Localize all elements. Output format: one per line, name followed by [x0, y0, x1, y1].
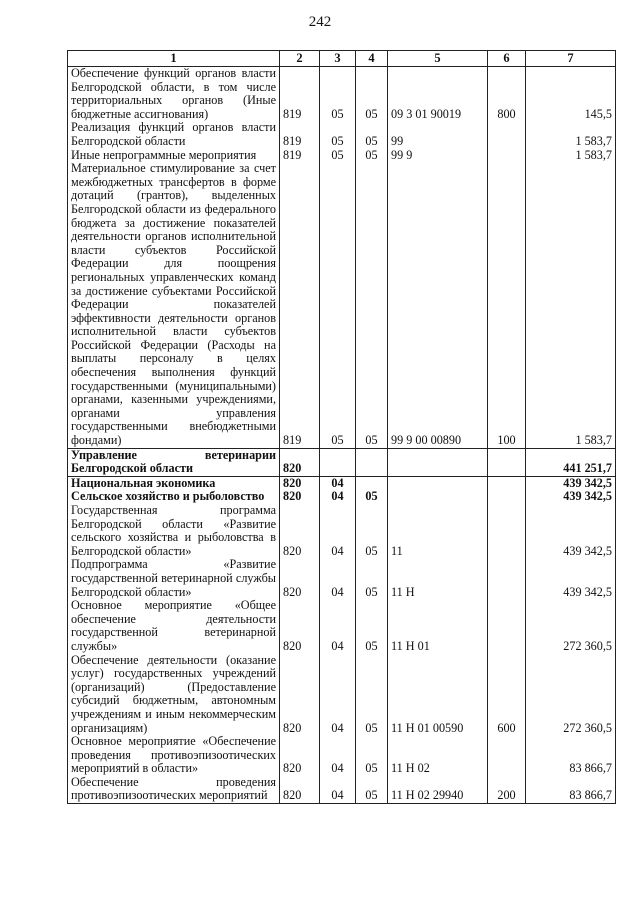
row-code: 820 — [280, 735, 320, 776]
column-header: 5 — [388, 51, 488, 67]
row-section: 04 — [320, 490, 356, 504]
row-section: 04 — [320, 599, 356, 653]
table-row — [68, 735, 616, 776]
row-subsection: 05 — [356, 162, 388, 448]
row-subsection — [356, 476, 388, 490]
table-row — [68, 121, 616, 148]
row-section: 04 — [320, 776, 356, 804]
row-subsection: 05 — [356, 504, 388, 558]
row-code: 820 — [280, 558, 320, 599]
row-section: 05 — [320, 121, 356, 148]
row-name: Государственная программа Белгородской области «Развитие сельского хозяйства и рыболовства в Белгородской области» — [68, 504, 280, 558]
table-body — [68, 67, 616, 804]
row-code: 819 — [280, 162, 320, 448]
row-target-code: 99 — [388, 121, 488, 148]
row-expense-type: 600 — [488, 654, 526, 736]
row-section: 04 — [320, 476, 356, 490]
row-code: 819 — [280, 121, 320, 148]
row-amount: 439 342,5 — [526, 558, 616, 599]
row-section: 05 — [320, 149, 356, 163]
row-amount: 1 583,7 — [526, 121, 616, 148]
table-row — [68, 67, 616, 122]
row-section: 04 — [320, 504, 356, 558]
row-section — [320, 448, 356, 476]
row-name: Национальная экономика — [68, 476, 280, 490]
row-expense-type — [488, 448, 526, 476]
row-code: 820 — [280, 776, 320, 804]
row-amount: 439 342,5 — [526, 476, 616, 490]
table-row — [68, 654, 616, 736]
row-subsection: 05 — [356, 67, 388, 122]
row-section: 04 — [320, 654, 356, 736]
row-subsection: 05 — [356, 599, 388, 653]
table-row — [68, 558, 616, 599]
row-name: Реализация функций органов власти Белгородской области — [68, 121, 280, 148]
row-subsection: 05 — [356, 490, 388, 504]
column-header: 3 — [320, 51, 356, 67]
row-amount: 439 342,5 — [526, 490, 616, 504]
row-target-code — [388, 448, 488, 476]
row-expense-type — [488, 149, 526, 163]
row-expense-type: 800 — [488, 67, 526, 122]
row-code: 819 — [280, 67, 320, 122]
row-target-code: 11 Н 02 — [388, 735, 488, 776]
row-amount: 441 251,7 — [526, 448, 616, 476]
row-subsection: 05 — [356, 149, 388, 163]
table-row — [68, 448, 616, 476]
page-number: 242 — [308, 14, 332, 30]
column-header: 7 — [526, 51, 616, 67]
row-target-code: 09 3 01 90019 — [388, 67, 488, 122]
table-row — [68, 476, 616, 490]
row-target-code — [388, 476, 488, 490]
row-expense-type — [488, 121, 526, 148]
row-name: Подпрограмма «Развитие государственной ветеринарной службы Белгородской области» — [68, 558, 280, 599]
row-subsection: 05 — [356, 776, 388, 804]
row-amount: 272 360,5 — [526, 599, 616, 653]
row-code: 820 — [280, 654, 320, 736]
row-name: Основное мероприятие «Общее обеспечение деятельности государственной ветеринарной службы» — [68, 599, 280, 653]
row-section: 04 — [320, 735, 356, 776]
row-code: 820 — [280, 448, 320, 476]
row-name: Сельское хозяйство и рыболовство — [68, 490, 280, 504]
row-subsection: 05 — [356, 654, 388, 736]
table-row — [68, 490, 616, 504]
row-target-code: 99 9 00 00890 — [388, 162, 488, 448]
table-row — [68, 504, 616, 558]
row-code: 820 — [280, 599, 320, 653]
table-row — [68, 599, 616, 653]
row-expense-type — [488, 504, 526, 558]
row-name: Управление ветеринарии Белгородской области — [68, 448, 280, 476]
row-code: 820 — [280, 476, 320, 490]
row-code: 820 — [280, 490, 320, 504]
row-target-code: 11 Н 01 — [388, 599, 488, 653]
row-expense-type — [488, 476, 526, 490]
column-header: 4 — [356, 51, 388, 67]
row-section: 04 — [320, 558, 356, 599]
row-target-code — [388, 490, 488, 504]
row-target-code: 11 Н 01 00590 — [388, 654, 488, 736]
row-name: Обеспечение деятельности (оказание услуг) государственных учреждений (организаций) (Предоставление субсидий бюджетным, автономным учреждениям и иным некоммерческим организациям) — [68, 654, 280, 736]
row-subsection: 05 — [356, 121, 388, 148]
row-target-code: 11 — [388, 504, 488, 558]
row-expense-type: 100 — [488, 162, 526, 448]
row-amount: 272 360,5 — [526, 654, 616, 736]
row-name: Обеспечение проведения противоэпизоотических мероприятий — [68, 776, 280, 804]
row-name: Основное мероприятие «Обеспечение проведения противоэпизоотических мероприятий в области» — [68, 735, 280, 776]
column-header: 2 — [280, 51, 320, 67]
row-subsection: 05 — [356, 735, 388, 776]
row-code: 820 — [280, 504, 320, 558]
column-header: 6 — [488, 51, 526, 67]
row-code: 819 — [280, 149, 320, 163]
row-section: 05 — [320, 162, 356, 448]
row-expense-type — [488, 599, 526, 653]
table-row — [68, 776, 616, 804]
row-target-code: 11 Н — [388, 558, 488, 599]
table-row — [68, 162, 616, 448]
row-subsection — [356, 448, 388, 476]
row-amount: 145,5 — [526, 67, 616, 122]
budget-table — [67, 50, 616, 804]
row-expense-type — [488, 735, 526, 776]
row-name: Обеспечение функций органов власти Белгородской области, в том числе территориальных органов (Иные бюджетные ассигнования) — [68, 67, 280, 122]
table-row — [68, 149, 616, 163]
row-amount: 439 342,5 — [526, 504, 616, 558]
table-header-row — [68, 51, 616, 67]
row-amount: 1 583,7 — [526, 149, 616, 163]
row-subsection: 05 — [356, 558, 388, 599]
row-target-code: 99 9 — [388, 149, 488, 163]
row-name: Иные непрограммные мероприятия — [68, 149, 280, 163]
row-name: Материальное стимулирование за счет межбюджетных трансфертов в форме дотаций (грантов), выделенных Белгородской области из федерального бюджета за достижение показателей деятельности органов исполнительной власти субъектов Российской Федерации для поощрения региональных управленческих команд за достижение субъектами Российской Федерации показателей эффективности деятельности органов исполнительной власти субъектов Российской Федерации (Расходы на выплаты персоналу в целях обеспечения выполнения функций государственными (муниципальными) органами, казенными учреждениями, органами управления государственными внебюджетными фондами) — [68, 162, 280, 448]
row-expense-type: 200 — [488, 776, 526, 804]
row-amount: 83 866,7 — [526, 735, 616, 776]
column-header: 1 — [68, 51, 280, 67]
row-expense-type — [488, 490, 526, 504]
row-amount: 1 583,7 — [526, 162, 616, 448]
row-amount: 83 866,7 — [526, 776, 616, 804]
row-expense-type — [488, 558, 526, 599]
row-section: 05 — [320, 67, 356, 122]
row-target-code: 11 Н 02 29940 — [388, 776, 488, 804]
